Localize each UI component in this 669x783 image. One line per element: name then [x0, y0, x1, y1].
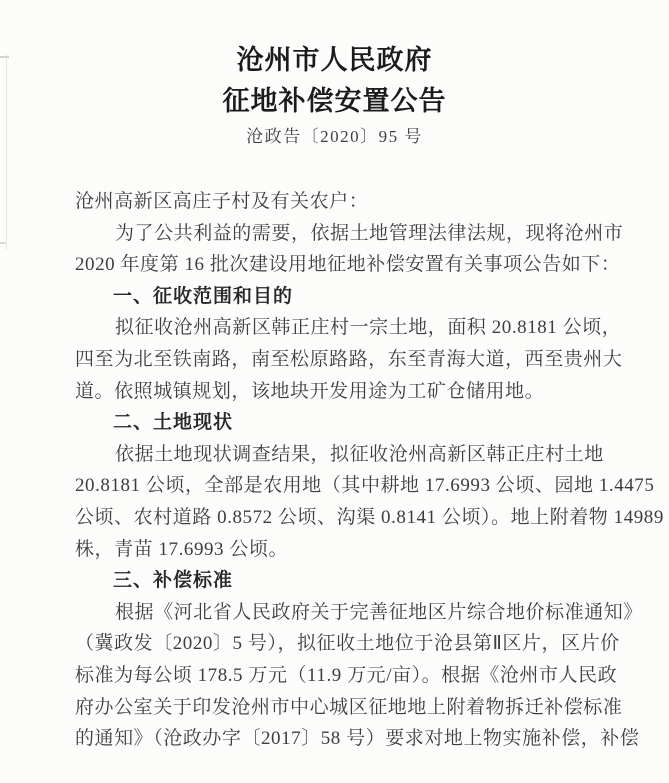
doc-line: 四至为北至铁南路，南至松原路路，东至青海大道，西至贵州大 [75, 348, 623, 370]
doc-line: 根据《河北省人民政府关于完善征地区片综合地价标准通知》 [115, 601, 643, 623]
section-heading-1: 一、征收范围和目的 [113, 285, 294, 307]
section-heading-3: 三、补偿标准 [113, 570, 234, 592]
doc-line: 道。依照城镇规划，该地块开发用途为工矿仓储用地。 [75, 380, 545, 402]
salutation-line: 沧州高新区高庄子村及有关农户： [75, 191, 369, 212]
doc-line: 2020 年度第 16 批次建设用地征地补偿安置有关事项公告如下： [75, 254, 621, 276]
page-title-line2: 征地补偿安置公告 [222, 86, 447, 116]
scan-artifact-tick [0, 242, 6, 244]
section-heading-2: 二、土地现状 [113, 412, 234, 434]
page-title [0, 40, 669, 122]
doc-line: 依据土地现状调查结果，拟征收沧州高新区韩正庄村土地 [115, 443, 604, 465]
doc-line: （冀政发〔2020〕5 号），拟征收土地位于沧县第Ⅱ区片，区片价 [75, 633, 620, 655]
document-body [75, 186, 664, 755]
document-number: 沧政告〔2020〕95 号 [246, 127, 423, 146]
doc-line: 公顷、农村道路 0.8572 公顷、沟渠 0.8141 公顷）。地上附着物 14989 [75, 506, 664, 528]
doc-line: 拟征收沧州高新区韩正庄村一宗土地，面积 20.8181 公顷， [115, 317, 622, 339]
doc-line: 20.8181 公顷，全部是农用地（其中耕地 17.6993 公顷、园地 1.4475 [75, 475, 655, 497]
doc-line: 为了公共利益的需要，依据土地管理法律法规，现将沧州市 [115, 222, 624, 244]
doc-line: 府办公室关于印发沧州市中心城区征地地上附着物拆迁补偿标准 [75, 696, 623, 718]
doc-line: 的通知》（沧政办字〔2017〕58 号）要求对地上物实施补偿，补偿 [75, 728, 640, 750]
doc-line: 株，青苗 17.6993 公顷。 [75, 538, 289, 560]
doc-line: 标准为每公顷 178.5 万元（11.9 万元/亩）。根据《沧州市人民政 [75, 664, 618, 686]
page-title-line1: 沧州市人民政府 [236, 45, 433, 75]
